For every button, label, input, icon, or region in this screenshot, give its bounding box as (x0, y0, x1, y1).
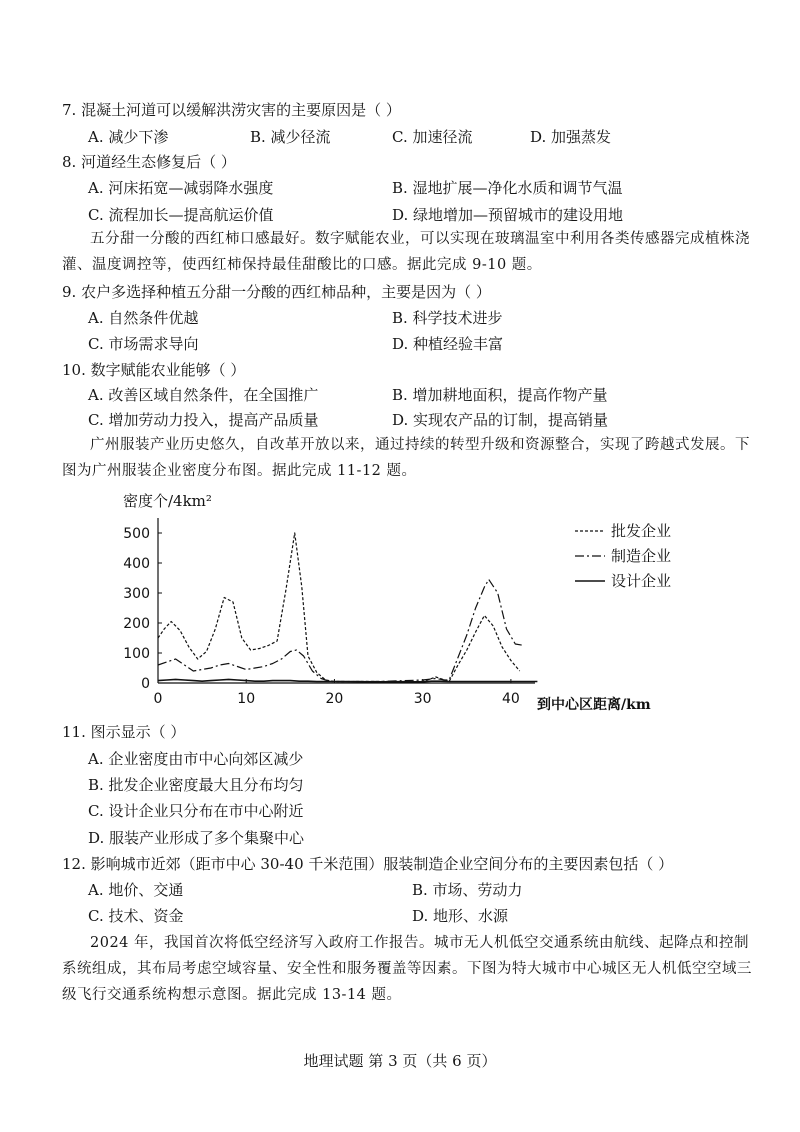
x-tick-label: 20 (325, 691, 344, 707)
q12-option-c: C. 技术、资金 (88, 907, 184, 925)
q7-option-b: B. 减少径流 (250, 128, 331, 146)
q12-option-a: A. 地价、交通 (88, 881, 184, 899)
legend-label-3: 设计企业 (611, 572, 672, 590)
y-tick-label: 300 (123, 586, 150, 602)
passage-9-10: 五分甜一分酸的西红柿口感最好。数字赋能农业，可以实现在玻璃温室中利用各类传感器完成植株浇灌、温度调控等，使西红柿保持最佳甜酸比的口感。据此完成 9-10 题。 (62, 231, 750, 273)
chart-xlabel: 到中心区距离/km (537, 697, 651, 713)
y-tick-label: 100 (123, 646, 150, 662)
y-tick-label: 200 (123, 616, 150, 632)
y-tick-label: 400 (123, 556, 150, 572)
series-line-1 (158, 533, 520, 682)
x-tick-label: 30 (413, 691, 432, 707)
q9-stem: 9. 农户多选择种植五分甜一分酸的西红柿品种，主要是因为（ ） (62, 283, 491, 301)
x-tick-label: 40 (501, 691, 520, 707)
passage-13-14: 2024 年，我国首次将低空经济写入政府工作报告。城市无人机低空交通系统由航线、起降点和控制系统组成，其布局考虑空域容量、安全性和服务覆盖等因素。下图为特大城市中心城区无人机低空空域三级飞行交通系统构想示意图。据此完成 13-14 题。 (62, 935, 752, 1003)
q10-option-c: C. 增加劳动力投入，提高产品质量 (88, 411, 319, 429)
q7-option-a: A. 减少下渗 (88, 128, 169, 146)
page-footer: 地理试题 第 3 页（共 6 页） (303, 1052, 497, 1070)
q10-option-a: A. 改善区域自然条件，在全国推广 (88, 386, 319, 404)
q12-option-d: D. 地形、水源 (412, 907, 509, 925)
q10-option-d: D. 实现农产品的订制，提高销量 (392, 411, 609, 429)
q9-option-b: B. 科学技术进步 (392, 309, 503, 327)
q8-option-d: D. 绿地增加—预留城市的建设用地 (392, 206, 624, 224)
q9-option-d: D. 种植经验丰富 (392, 335, 504, 353)
q9-option-c: C. 市场需求导向 (88, 335, 199, 353)
legend-label-1: 批发企业 (611, 522, 672, 540)
chart-ylabel: 密度个/4km² (123, 492, 212, 510)
series-line-3 (158, 679, 537, 681)
q10-option-b: B. 增加耕地面积，提高作物产量 (392, 386, 608, 404)
x-tick-label: 10 (237, 691, 256, 707)
q11-stem: 11. 图示显示（ ） (62, 723, 186, 741)
q12-option-b: B. 市场、劳动力 (412, 881, 523, 899)
q11-option-d: D. 服装产业形成了多个集聚中心 (88, 829, 305, 847)
q11-option-b: B. 批发企业密度最大且分布均匀 (88, 776, 304, 794)
legend-label-2: 制造企业 (611, 547, 672, 565)
q10-stem: 10. 数字赋能农业能够（ ） (62, 361, 246, 379)
passage-11-12: 广州服装产业历史悠久，自改革开放以来，通过持续的转型升级和资源整合，实现了跨越式发展。下图为广州服装企业密度分布图。据此完成 11-12 题。 (62, 437, 750, 479)
density-chart (95, 488, 695, 720)
q8-stem: 8. 河道经生态修复后（ ） (62, 153, 236, 171)
q9-option-a: A. 自然条件优越 (88, 309, 199, 327)
y-tick-label: 500 (123, 526, 150, 542)
series-line-2 (158, 580, 524, 682)
q7-stem: 7. 混凝土河道可以缓解洪涝灾害的主要原因是（ ） (62, 101, 401, 119)
q11-option-c: C. 设计企业只分布在市中心附近 (88, 802, 304, 820)
q8-option-c: C. 流程加长—提高航运价值 (88, 206, 274, 224)
y-tick-label: 0 (141, 676, 150, 692)
q7-option-c: C. 加速径流 (392, 128, 473, 146)
q8-option-b: B. 湿地扩展—净化水质和调节气温 (392, 179, 623, 197)
x-tick-label: 0 (153, 691, 163, 707)
q7-option-d: D. 加强蒸发 (530, 128, 612, 146)
q12-stem: 12. 影响城市近郊（距市中心 30-40 千米范围）服装制造企业空间分布的主要因素包括（ ） (62, 855, 674, 873)
q11-option-a: A. 企业密度由市中心向郊区减少 (88, 750, 304, 768)
q8-option-a: A. 河床拓宽—减弱降水强度 (88, 179, 274, 197)
